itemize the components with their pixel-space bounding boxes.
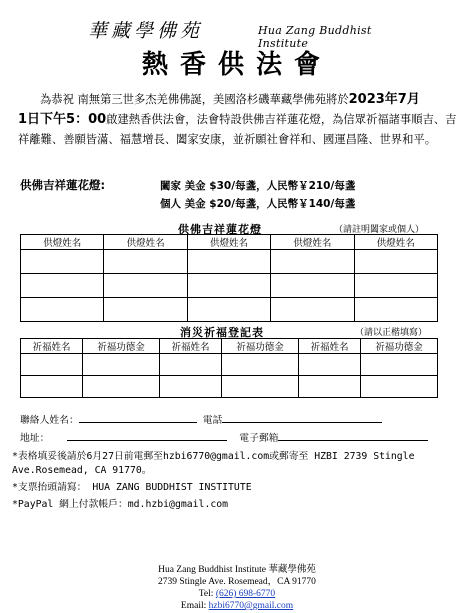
note-check-payee: *支票抬頭請寫： HUA ZANG BUDDHIST INSTITUTE: [12, 482, 252, 493]
lamp-table: [20, 234, 438, 322]
lamp-header-cell: 供燈姓名: [354, 235, 437, 250]
blessing-cell[interactable]: [221, 354, 298, 376]
table-row: [21, 298, 438, 322]
blessing-cell[interactable]: [21, 376, 83, 398]
footer-tel-link[interactable]: (626) 698-6770: [215, 589, 276, 599]
contact-email-label: 電子郵箱: [239, 433, 279, 444]
lamp-cell[interactable]: [21, 298, 104, 322]
lamp-cell[interactable]: [104, 298, 187, 322]
lamp-section-note: （請註明闔家或個人）: [334, 225, 425, 235]
lamp-cell[interactable]: [271, 274, 354, 298]
lamp-table-header: [21, 235, 438, 250]
table-row: [21, 250, 438, 274]
lamp-cell[interactable]: [354, 298, 437, 322]
lamp-section-title: 供佛吉祥蓮花燈: [178, 223, 262, 236]
contact-phone-field[interactable]: [222, 422, 382, 423]
blessing-table: [20, 338, 438, 398]
lamp-cell[interactable]: [187, 298, 270, 322]
table-row: [21, 376, 438, 398]
blessing-header-cell: 祈福姓名: [21, 339, 83, 354]
blessing-section-note: （請以正楷填寫）: [355, 328, 428, 338]
lamp-header-cell: 供燈姓名: [187, 235, 270, 250]
blessing-cell[interactable]: [298, 354, 360, 376]
footer-tel-row: [0, 588, 474, 600]
contact-name-label: 聯絡人姓名：: [20, 415, 79, 426]
lamp-cell[interactable]: [354, 274, 437, 298]
contact-name-field[interactable]: [79, 422, 197, 423]
blessing-cell[interactable]: [360, 376, 437, 398]
table-row: [21, 274, 438, 298]
blessing-header-cell: 祈福功德金: [221, 339, 298, 354]
header-logo: [88, 14, 388, 50]
intro-date-1: 2023年7月: [348, 92, 420, 107]
footer-address: 2739 Stingle Ave. Rosemead，CA 91770: [158, 577, 316, 587]
contact-phone-label: 電話: [202, 415, 223, 426]
offer-heading: 供佛吉祥蓮花燈:: [20, 178, 106, 192]
blessing-cell[interactable]: [298, 376, 360, 398]
offer-family-price: 闔家 美金 $30/每盞，人民幣￥210/每盞: [160, 180, 356, 192]
lamp-cell[interactable]: [271, 298, 354, 322]
note-paypal: *PayPal 網上付款帳戶：md.hzbi@gmail.com: [12, 499, 229, 510]
lamp-cell[interactable]: [104, 250, 187, 274]
blessing-section-title: 消災祈福登記表: [180, 326, 264, 339]
blessing-cell[interactable]: [82, 376, 159, 398]
contact-name-row: [20, 412, 382, 426]
blessing-cell[interactable]: [360, 354, 437, 376]
lamp-cell[interactable]: [21, 250, 104, 274]
blessing-cell[interactable]: [159, 376, 221, 398]
intro-text-2: 啟建熱香供法會，法會特設供佛吉祥蓮花燈，為信眾祈福諸事順吉、吉祥離難、善願皆滿、福慧增長、闔家安康，並祈願社會祥和、國運昌隆、世界和平。: [18, 113, 457, 146]
table-row: [21, 354, 438, 376]
lamp-header-cell: 供燈姓名: [271, 235, 354, 250]
lamp-header-cell: 供燈姓名: [21, 235, 104, 250]
lamp-cell[interactable]: [271, 250, 354, 274]
lamp-cell[interactable]: [187, 250, 270, 274]
page-title: 熱香供法會: [141, 50, 332, 80]
lamp-cell[interactable]: [187, 274, 270, 298]
lamp-cell[interactable]: [104, 274, 187, 298]
intro-text-1: 為恭祝 南無第三世多杰羌佛佛誕，美國洛杉磯華藏學佛苑將於: [40, 93, 349, 106]
logo-calligraphy-en: Hua Zang Buddhist Institute: [258, 24, 372, 50]
lamp-cell[interactable]: [21, 274, 104, 298]
contact-address-label: 地址：: [20, 433, 50, 444]
footer-email-label: Email:: [180, 601, 209, 611]
logo-calligraphy-cn: 華藏學佛苑: [88, 20, 204, 42]
blessing-cell[interactable]: [82, 354, 159, 376]
footer-tel-label: Tel:: [198, 589, 216, 599]
offer-individual-price: 個人 美金 $20/每盞，人民幣￥140/每盞: [160, 198, 356, 210]
blessing-header-cell: 祈福姓名: [159, 339, 221, 354]
blessing-header-cell: 祈福姓名: [298, 339, 360, 354]
note-submit-address: Ave.Rosemead, CA 91770。: [12, 465, 152, 476]
blessing-table-header: [21, 339, 438, 354]
blessing-cell[interactable]: [221, 376, 298, 398]
blessing-header-cell: 祈福功德金: [360, 339, 437, 354]
blessing-cell[interactable]: [159, 354, 221, 376]
footer-org: Hua Zang Buddhist Institute 華藏學佛苑: [158, 565, 316, 575]
contact-email-field[interactable]: [278, 440, 428, 441]
footer-email-row: [0, 600, 474, 612]
intro-paragraph: [18, 90, 458, 150]
blessing-cell[interactable]: [21, 354, 83, 376]
footer-email-link[interactable]: hzbi6770@gmail.com: [208, 601, 294, 611]
intro-date-2: 1日下午5：00: [18, 112, 107, 127]
note-submit: *表格填妥後請於6月27日前電郵至hzbi6770@gmail.com或郵寄至 HZBI 2739 Stingle: [12, 451, 415, 462]
lamp-cell[interactable]: [354, 250, 437, 274]
blessing-header-cell: 祈福功德金: [82, 339, 159, 354]
contact-address-field[interactable]: [67, 440, 227, 441]
lamp-header-cell: 供燈姓名: [104, 235, 187, 250]
contact-address-row: [20, 430, 428, 444]
